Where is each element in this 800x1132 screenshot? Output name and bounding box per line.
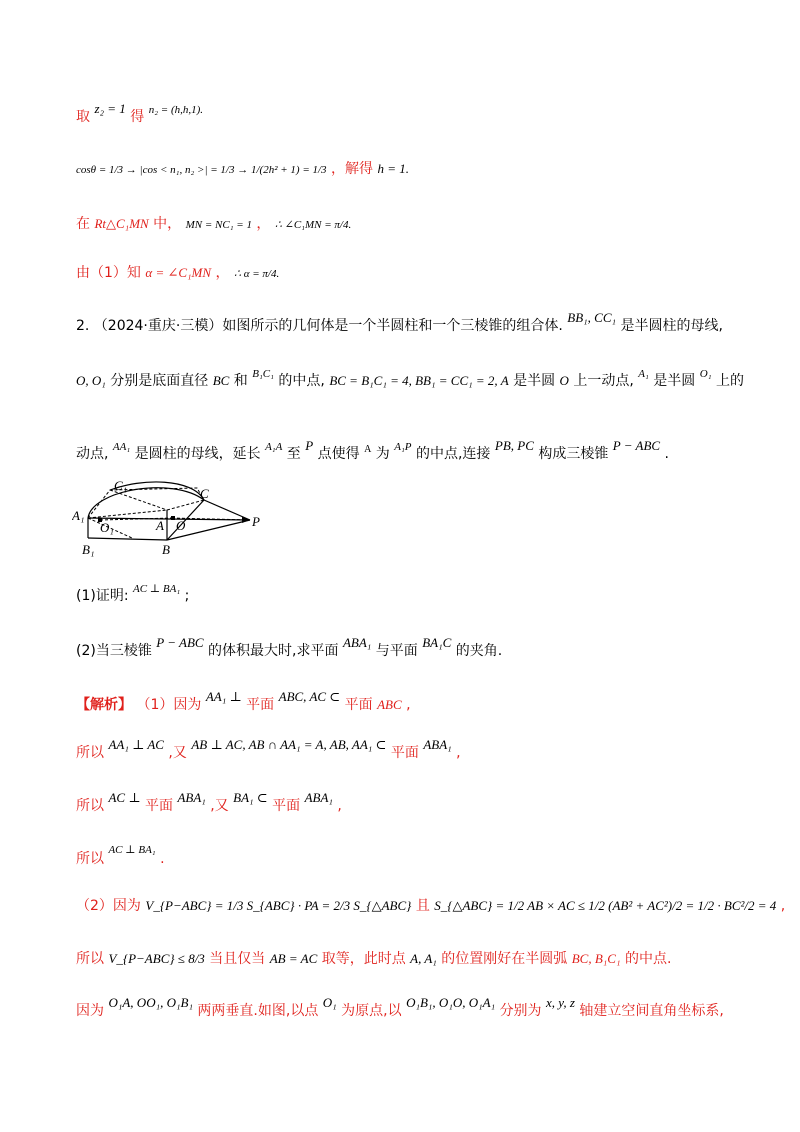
math: AC ⊥ BA₁ xyxy=(108,844,156,856)
math: ABA₁ xyxy=(304,790,333,805)
math: ABC xyxy=(377,697,402,712)
math: ∴ ∠C₁MN = π/4. xyxy=(274,219,352,231)
text: ; xyxy=(184,588,190,604)
solution-line-4 xyxy=(76,262,279,282)
text: 所以 xyxy=(76,745,104,761)
text: 构成三棱锥 xyxy=(538,446,609,462)
text: 与平面 xyxy=(375,643,418,659)
math: ABA₁ xyxy=(177,790,206,805)
math: A₁P xyxy=(394,441,412,453)
label-c: C xyxy=(200,486,209,501)
math: Rt△C₁MN xyxy=(94,216,149,231)
math: ∴ α = π/4. xyxy=(233,268,280,280)
math: ABA₁ xyxy=(423,737,452,752)
solution-2-line-2 xyxy=(76,948,671,968)
math: cosθ = 1/3 → |cos < n₁, n₂ >| = 1/3 → 1/(2h² + 1) = 1/3 xyxy=(76,164,327,176)
question-1 xyxy=(76,585,189,605)
text: 和 xyxy=(233,373,248,389)
label-c1: C₁ xyxy=(114,480,128,493)
text: 平面 xyxy=(246,697,275,713)
label-a1: A₁ xyxy=(72,508,85,523)
text: , xyxy=(406,697,411,713)
text: 两两垂直.如图,以点 xyxy=(197,1003,319,1019)
text: . xyxy=(160,851,165,867)
text: 轴建立空间直角坐标系, xyxy=(579,1003,724,1019)
text: 平面 xyxy=(390,745,419,761)
text: 平面 xyxy=(344,697,373,713)
math: BC = B₁C₁ = 4, BB₁ = CC₁ = 2, A xyxy=(329,373,509,388)
math: BC xyxy=(212,373,230,388)
text: 的中点,连接 xyxy=(415,446,491,462)
text: 分别是底面直径 xyxy=(110,373,209,389)
math: O₁A, OO₁, O₁B₁ xyxy=(108,995,193,1010)
math: BA₁C xyxy=(422,635,452,650)
text: ， xyxy=(215,265,230,281)
text: 至 xyxy=(286,446,301,462)
solution-line-3 xyxy=(76,213,351,233)
solution-line-2 xyxy=(76,158,409,178)
text: 所以 xyxy=(76,798,104,814)
text: ， xyxy=(256,216,271,232)
text: 为原点,以 xyxy=(341,1003,402,1019)
math: A, A₁ xyxy=(410,951,437,966)
math: AC ⊥ BA₁ xyxy=(133,583,181,595)
text: 取 xyxy=(76,109,90,125)
math: O xyxy=(559,373,569,388)
text: , xyxy=(456,745,461,761)
math: z₂ = 1 xyxy=(94,101,126,116)
problem-2-line-2 xyxy=(76,370,744,390)
analysis-tag: 【解析】 xyxy=(76,697,132,713)
text: 为 xyxy=(375,446,390,462)
text: 是半圆 xyxy=(653,373,696,389)
math: S_{△ABC} = 1/2 AB × AC ≤ 1/2 (AB² + AC²)/2 = 1/2 · BC²/2 = 4 xyxy=(434,898,777,913)
text: , xyxy=(337,798,342,814)
geometry-figure xyxy=(72,480,272,560)
text: . xyxy=(664,446,669,462)
text: 的中点, xyxy=(278,373,325,389)
problem-2-line-3 xyxy=(76,438,669,463)
text: 的位置刚好在半圆弧 xyxy=(441,951,568,967)
math: A xyxy=(364,444,372,455)
math: BA₁ ⊂ xyxy=(233,790,268,805)
text: 是半圆 xyxy=(513,373,556,389)
text: 动点, xyxy=(76,446,109,462)
math: A₁A xyxy=(265,441,283,453)
text: 平面 xyxy=(145,798,173,814)
text: 上一动点, xyxy=(573,373,634,389)
solution-1-line-4 xyxy=(76,844,165,868)
text: 的中点. xyxy=(624,951,672,967)
text: 分别为 xyxy=(499,1003,542,1019)
text: (2)当三棱锥 xyxy=(76,643,152,659)
math: AB ⊥ AC, AB ∩ AA₁ = A, AB, AA₁ ⊂ xyxy=(191,737,387,752)
math: AA₁ ⊥ AC xyxy=(108,737,164,752)
math: P − ABC xyxy=(156,635,204,650)
math: A₁ xyxy=(638,368,649,380)
text: （1）因为 xyxy=(136,697,202,713)
math: n₂ = (h,h,1). xyxy=(148,104,204,116)
text: 取等，此时点 xyxy=(321,951,406,967)
text: 中， xyxy=(153,216,182,232)
problem-2-line-1 xyxy=(76,310,723,335)
text: ，解得 xyxy=(331,161,374,177)
text: 点使得 xyxy=(317,446,360,462)
text: 因为 xyxy=(76,1003,104,1019)
text: 平面 xyxy=(272,798,301,814)
math: O₁ xyxy=(322,995,337,1010)
math: P − ABC xyxy=(612,438,661,453)
math: ABC, AC ⊂ xyxy=(278,689,341,704)
math: ABA₁ xyxy=(342,635,372,650)
math: AB = AC xyxy=(269,951,318,966)
text: 得 xyxy=(130,109,145,125)
text: 的夹角. xyxy=(455,643,503,659)
label-o1: O₁ xyxy=(100,520,114,535)
text: ,又 xyxy=(168,745,187,761)
label-b: B xyxy=(162,542,170,557)
math: AA₁ xyxy=(112,441,131,453)
text: 由（1）知 xyxy=(76,265,141,281)
question-2 xyxy=(76,635,503,660)
solution-1-line-1 xyxy=(76,689,411,714)
math: AC ⊥ xyxy=(108,790,141,805)
solution-line-1 xyxy=(76,101,204,126)
label-b1: B₁ xyxy=(82,542,95,557)
text: (1)证明: xyxy=(76,588,129,604)
text: 当且仅当 xyxy=(209,951,266,967)
math: V_{P−ABC} ≤ 8/3 xyxy=(108,951,205,966)
label-a: A xyxy=(156,518,164,533)
text: 上的 xyxy=(715,373,744,389)
solution-2-line-3 xyxy=(76,995,724,1020)
text: （2）因为 xyxy=(76,898,141,914)
math: BB₁, CC₁ xyxy=(567,310,617,325)
text: 在 xyxy=(76,216,90,232)
label-o: O xyxy=(176,518,186,533)
text: 的体积最大时,求平面 xyxy=(208,643,339,659)
text: 所以 xyxy=(76,851,104,867)
text: 且 xyxy=(415,898,430,914)
label-p: P xyxy=(252,514,260,529)
math: V_{P−ABC} = 1/3 S_{ABC} · PA = 2/3 S_{△ABC} xyxy=(145,898,412,913)
text: 所以 xyxy=(76,951,104,967)
math: h = 1. xyxy=(377,161,409,176)
solution-1-line-3 xyxy=(76,790,342,815)
solution-2-line-1 xyxy=(76,895,785,915)
math: O, O₁ xyxy=(76,373,106,388)
math: B₁C₁ xyxy=(252,368,274,380)
text: 2. （2024·重庆·三模）如图所示的几何体是一个半圆柱和一个三棱锥的组合体. xyxy=(76,318,563,334)
solution-1-line-2 xyxy=(76,737,461,762)
text: ,又 xyxy=(210,798,229,814)
math: O₁ xyxy=(699,368,712,380)
math: α = ∠C₁MN xyxy=(145,265,212,280)
math: PB, PC xyxy=(494,438,534,453)
text: 是半圆柱的母线, xyxy=(620,318,723,334)
math: AA₁ ⊥ xyxy=(205,689,242,704)
text: , xyxy=(780,898,786,914)
math: x, y, z xyxy=(546,995,575,1010)
text: 是圆柱的母线，延长 xyxy=(134,446,261,462)
math: MN = NC₁ = 1 xyxy=(185,219,252,231)
math: P xyxy=(305,438,314,453)
math: O₁B₁, O₁O, O₁A₁ xyxy=(406,995,496,1010)
math: BC, B₁C₁ xyxy=(571,951,621,966)
